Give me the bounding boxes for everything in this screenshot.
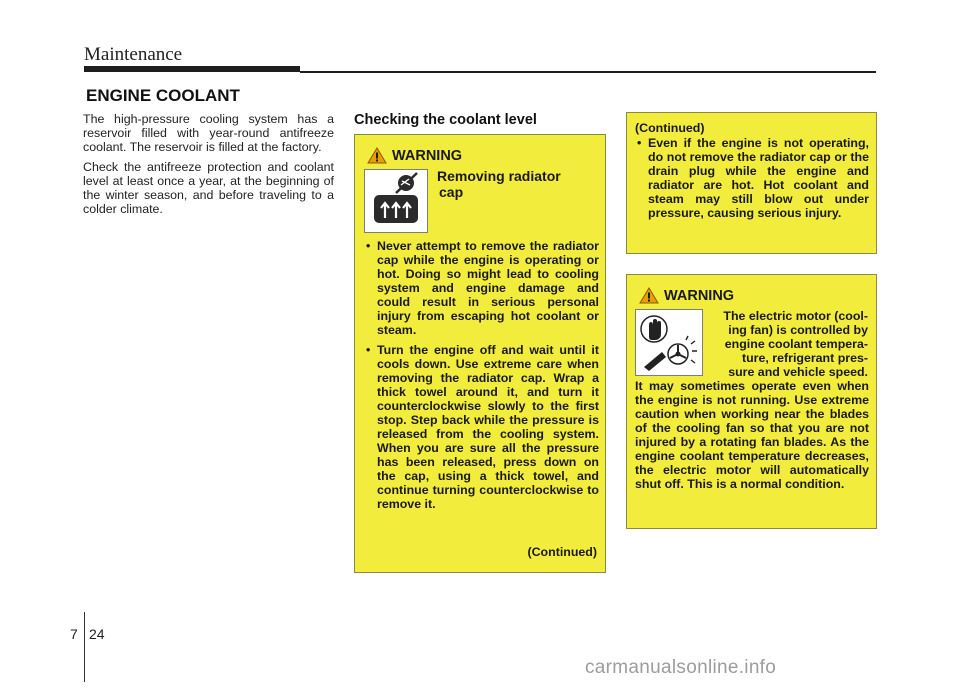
warning-bullet-list (364, 239, 599, 517)
warning-heading (437, 168, 561, 200)
fan-warning-intro (723, 309, 868, 379)
radiator-cap-icon (364, 169, 428, 233)
intro-paragraph-2: Check the antifreeze protection and coolant level at least once a year, at the beginning of the winter season, and before traveling to a colder climate. (83, 160, 334, 216)
warning-triangle-icon (367, 147, 387, 164)
intro-text (83, 112, 334, 222)
warning-heading-line-2: cap (439, 184, 464, 200)
warning-title (367, 147, 462, 164)
watermark: carmanualsonline.info (585, 657, 777, 678)
warning-heading-line-1: Removing radiator (437, 168, 561, 184)
section-heading: ENGINE COOLANT (86, 86, 240, 105)
checking-heading: Checking the coolant level (354, 112, 537, 128)
continued-label: (Continued) (527, 545, 597, 559)
footer-rule (84, 612, 85, 682)
warning-box-electric-fan (626, 274, 877, 529)
intro-paragraph-1: The high-pressure cooling system has a reservoir filled with year-round antifreeze coolant. The reservoir is filled at the factory. (83, 112, 334, 154)
fan-warning-line: engine coolant tempera- (724, 337, 868, 351)
warning-bullet: • Never attempt to remove the radiator cap while the engine is operating or hot. Doing so might lead to cooling system and engine damage and could result in serious personal injury from escaping hot coolant or steam. (364, 239, 599, 337)
warning-box-radiator-cap (354, 134, 606, 573)
warning-label: WARNING (664, 287, 735, 304)
fan-warning-line: ture, refrigerant pres- (741, 351, 868, 365)
warning-bullet-list (635, 136, 869, 226)
warning-label: WARNING (392, 147, 463, 164)
warning-bullet: • Turn the engine off and wait until it cools down. Use extreme care when removing the radiator cap. Wrap a thick towel around it, and turn it counterclockwise slowly to the first stop. Step back while the pressure is released from the cooling system. When you are sure all the pressure has been released, press down on the cap, using a thick towel, and continue turning counterclockwise to remove it. (364, 343, 599, 511)
fan-warning-line: The electric motor (cool- (723, 309, 868, 323)
warning-title (639, 287, 734, 304)
chapter-number: 7 (70, 626, 78, 642)
warning-triangle-icon (639, 287, 659, 304)
hand-stop-icon (641, 316, 667, 342)
fan-warning-line: ing fan) is controlled by (728, 323, 868, 337)
warning-box-continued (626, 112, 877, 254)
fan-warning-picture (635, 309, 703, 376)
header-rule (300, 71, 876, 73)
continued-label: (Continued) (635, 121, 705, 135)
page-number: 24 (89, 626, 105, 642)
fan-warning-line: sure and vehicle speed. (728, 365, 868, 379)
warning-bullet: • Even if the engine is not operating, do not remove the radiator cap or the drain plug while the engine and radiator are hot. Hot coolant and steam may still blow out under pressure, causing serious injury. (635, 136, 869, 220)
header-bar (84, 66, 300, 72)
header-title: Maintenance (84, 44, 183, 65)
fan-warning-body: It may sometimes operate even when the engine is not running. Use extreme caution when working near the blades of the cooling fan so that you are not injured by a rotating fan blades. As the engine coolant temperature decreases, the electric motor will automatically shut off. This is a normal condition. (635, 379, 869, 491)
